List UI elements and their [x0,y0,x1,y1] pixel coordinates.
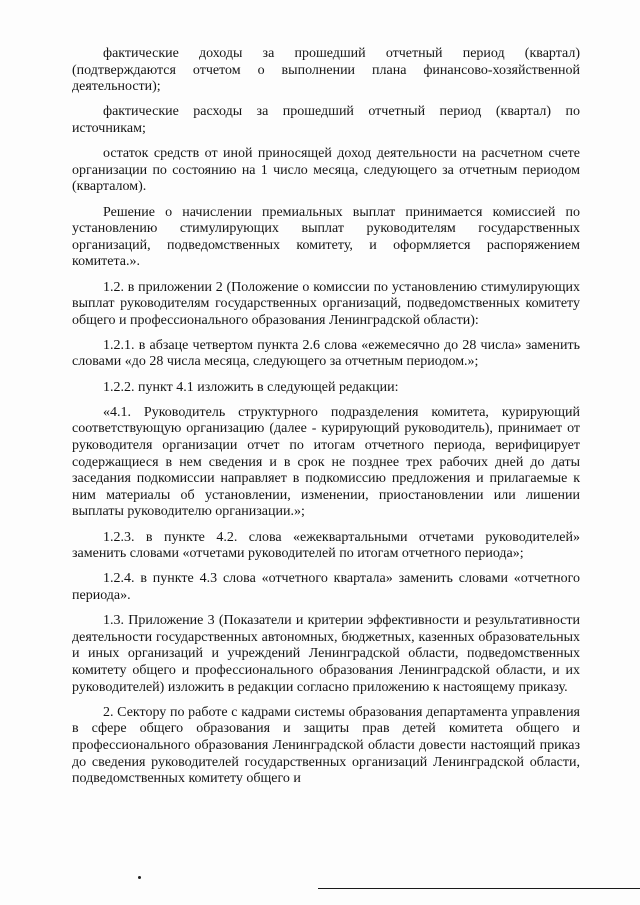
paragraph-1-2-3: 1.2.3. в пункте 4.2. слова «ежеквартальными отчетами руководителей» заменить словами «отчетами руководителей по итогам отчетного периода»; [72,529,580,562]
paragraph-1-3: 1.3. Приложение 3 (Показатели и критерии эффективности и результативности деятельности государственных автономных, бюджетных, казенных образовательных и иных организаций и учреждений Ленинградской области, подведомственных комитету общего и профессионального образования Ленинградской области, и их руководителей) изложить в редакции согласно приложению к настоящему приказу. [72,613,580,695]
paragraph-actual-income: фактические доходы за прошедший отчетный период (квартал) (подтверждаются отчетом о выполнении плана финансово-хозяйственной деятельности); [72,46,580,95]
paragraph-actual-expenses: фактические расходы за прошедший отчетный период (квартал) по источникам; [72,104,580,136]
document-body [72,46,580,796]
paragraph-bonus-decision: Решение о начислении премиальных выплат принимается комиссией по установлению стимулирующих выплат руководителям государственных организаций, подведомственных комитету, и оформляется распоряжением комитета.». [72,204,580,270]
paragraph-2: 2. Сектору по работе с кадрами системы образования департамента управления в сфере общего образования и защиты прав детей комитета общего и профессионального образования Ленинградской области довести настоящий приказ до сведения руководителей государственных организаций Ленинградской области, подведомственных комитету общего и [72,704,580,787]
paragraph-1-2-1: 1.2.1. в абзаце четвертом пункта 2.6 слова «ежемесячно до 28 числа» заменить словами «до 28 числа месяца, следующего за отчетным периодом.»; [72,337,580,370]
paragraph-4-1-quote: «4.1. Руководитель структурного подразделения комитета, курирующий соответствующую организацию (далее - курирующий руководитель), принимает от руководителя организации отчет по итогам отчетного периода, верифицирует содержащиеся в нем сведения и в срок не позднее трех рабочих дней до даты заседания подкомиссии направляет в подкомиссию предложения и прилагаемые к ним материалы об установлении, изменении, приостановлении или лишении выплаты руководителю организации.»; [72,404,580,520]
paragraph-1-2: 1.2. в приложении 2 (Положение о комиссии по установлению стимулирующих выплат руководителям государственных организаций, подведомственных комитету общего и профессионального образования Ленинградской области): [72,279,580,328]
paragraph-1-2-4: 1.2.4. в пункте 4.3 слова «отчетного квартала» заменить словами «отчетного периода». [72,571,580,603]
paragraph-1-2-2: 1.2.2. пункт 4.1 изложить в следующей редакции: [103,379,399,395]
scan-artifact-dot [138,876,141,879]
scan-artifact-line [318,888,640,889]
paragraph-funds-balance: остаток средств от иной приносящей доход деятельности на расчетном счете организации по состоянию на 1 число месяца, следующего за отчетным периодом (кварталом). [72,146,580,195]
